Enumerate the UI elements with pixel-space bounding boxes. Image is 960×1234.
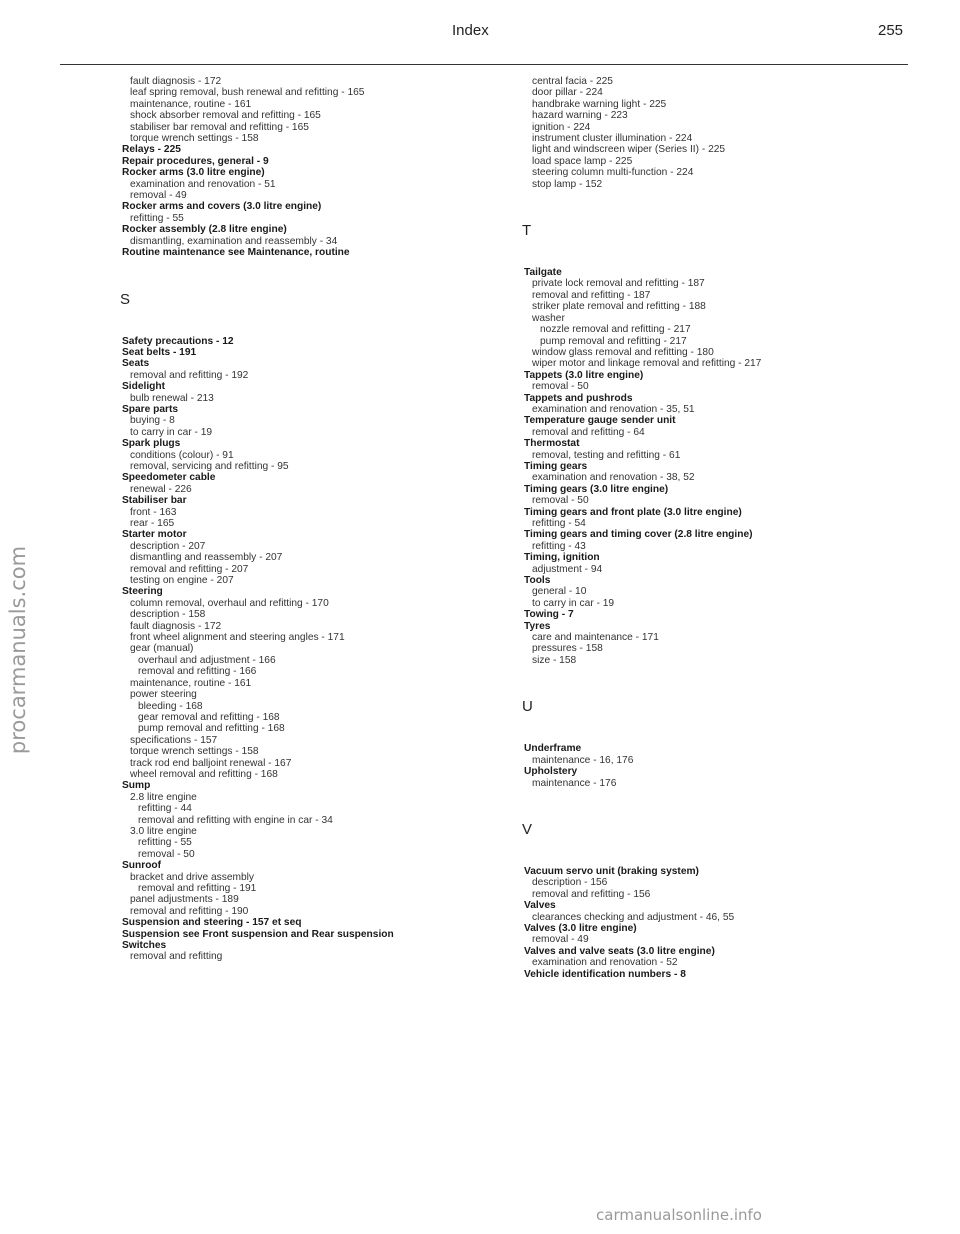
- index-subentry: removal - 49: [130, 190, 187, 202]
- index-subentry: wiper motor and linkage removal and refitting - 217: [532, 358, 762, 370]
- index-subentry: rear - 165: [130, 518, 175, 529]
- index-heading: Temperature gauge sender unit: [524, 415, 676, 427]
- index-subentry: column removal, overhaul and refitting - 170: [130, 597, 329, 609]
- index-subentry: care and maintenance - 171: [532, 632, 659, 644]
- index-heading: Starter motor: [122, 529, 187, 541]
- index-subentry: dismantling, examination and reassembly - 34: [130, 235, 338, 247]
- index-subentry: leaf spring removal, bush renewal and refitting - 165: [130, 87, 365, 99]
- index-heading: Switches: [122, 940, 167, 952]
- index-subentry: bleeding - 168: [138, 700, 203, 712]
- index-subentry: light and windscreen wiper (Series II) - 225: [532, 144, 726, 156]
- section-letter: S: [120, 290, 131, 308]
- index-subentry: removal and refitting: [130, 951, 223, 963]
- index-heading: Seat belts - 191: [122, 346, 197, 358]
- index-heading: Underframe: [524, 743, 582, 755]
- index-subentry: buying - 8: [130, 415, 175, 427]
- index-subentry: washer: [532, 312, 565, 324]
- index-subentry: panel adjustments - 189: [130, 894, 239, 906]
- index-subentry: nozzle removal and refitting - 217: [540, 324, 691, 336]
- page-title: Index: [452, 22, 489, 39]
- index-subentry: to carry in car - 19: [130, 426, 213, 438]
- index-subentry: general - 10: [532, 586, 587, 598]
- index-subentry: clearances checking and adjustment - 46, 55: [532, 911, 735, 923]
- index-heading: Repair procedures, general - 9: [122, 155, 269, 167]
- section-letter: V: [522, 820, 533, 838]
- index-heading: Relays - 225: [122, 144, 181, 156]
- index-heading: Suspension and steering - 157 et seq: [122, 917, 302, 929]
- index-subentry: stop lamp - 152: [532, 178, 603, 190]
- index-heading: Valves: [524, 900, 556, 912]
- index-heading: Timing gears (3.0 litre engine): [524, 483, 669, 495]
- index-subentry: hazard warning - 223: [532, 110, 628, 122]
- index-heading: Sunroof: [122, 860, 162, 872]
- index-subentry: maintenance, routine - 161: [130, 677, 252, 689]
- index-subentry: torque wrench settings - 158: [130, 133, 259, 145]
- index-subentry: examination and renovation - 52: [532, 957, 678, 969]
- index-subentry: refitting - 55: [130, 212, 184, 224]
- index-subentry: 2.8 litre engine: [130, 791, 197, 803]
- index-subentry: examination and renovation - 38, 52: [532, 472, 695, 484]
- side-watermark-text: procarmanuals.com: [6, 545, 30, 755]
- index-heading: Spark plugs: [122, 438, 181, 450]
- index-subentry: bulb renewal - 213: [130, 392, 214, 404]
- index-subentry: ignition - 224: [532, 121, 591, 133]
- index-subentry: removal - 50: [532, 495, 589, 507]
- index-column-right: [524, 76, 924, 980]
- index-heading: Seats: [122, 358, 150, 370]
- index-subentry: load space lamp - 225: [532, 155, 633, 167]
- index-heading: Rocker assembly (2.8 litre engine): [122, 224, 287, 236]
- index-subentry: striker plate removal and refitting - 188: [532, 301, 706, 313]
- bottom-watermark: carmanualsonline.info: [596, 1206, 762, 1224]
- index-heading: Rocker arms (3.0 litre engine): [122, 167, 265, 179]
- index-subentry: maintenance - 16, 176: [532, 754, 634, 766]
- index-subentry: removal and refitting - 156: [532, 888, 651, 900]
- index-subentry: removal and refitting - 190: [130, 905, 249, 917]
- index-subentry: refitting - 54: [532, 518, 586, 529]
- index-subentry: description - 158: [130, 609, 206, 621]
- index-heading: Speedometer cable: [122, 472, 216, 484]
- index-heading: Tappets (3.0 litre engine): [524, 369, 644, 381]
- index-subentry: torque wrench settings - 158: [130, 746, 259, 758]
- index-heading: Vehicle identification numbers - 8: [524, 968, 686, 980]
- index-heading: Vacuum servo unit (braking system): [524, 865, 699, 877]
- index-subentry: examination and renovation - 35, 51: [532, 403, 695, 415]
- index-column-left: [122, 76, 502, 963]
- index-subentry: removal - 50: [138, 848, 195, 860]
- index-heading: Steering: [122, 586, 163, 598]
- index-subentry: removal and refitting - 192: [130, 369, 249, 381]
- index-heading: Routine maintenance see Maintenance, routine: [122, 247, 350, 259]
- index-subentry: conditions (colour) - 91: [130, 449, 234, 461]
- index-subentry: instrument cluster illumination - 224: [532, 133, 693, 145]
- index-subentry: removal and refitting - 64: [532, 426, 645, 438]
- index-subentry: removal - 50: [532, 381, 589, 393]
- index-subentry: gear (manual): [130, 643, 194, 655]
- index-subentry: maintenance, routine - 161: [130, 98, 252, 110]
- index-subentry: dismantling and reassembly - 207: [130, 552, 283, 564]
- index-subentry: removal - 49: [532, 934, 589, 946]
- header-rule: [60, 64, 908, 65]
- index-subentry: specifications - 157: [130, 734, 218, 746]
- section-letter: T: [522, 222, 532, 240]
- index-subentry: front - 163: [130, 506, 177, 518]
- index-subentry: stabiliser bar removal and refitting - 165: [130, 121, 309, 133]
- index-subentry: 3.0 litre engine: [130, 825, 197, 837]
- index-subentry: removal and refitting - 191: [138, 883, 257, 894]
- index-subentry: fault diagnosis - 172: [130, 76, 222, 87]
- index-heading: Suspension see Front suspension and Rear suspension: [122, 928, 394, 940]
- index-subentry: door pillar - 224: [532, 87, 603, 99]
- index-subentry: removal, testing and refitting - 61: [532, 449, 681, 461]
- index-heading: Upholstery: [524, 766, 578, 778]
- index-subentry: central facia - 225: [532, 76, 613, 87]
- index-subentry: bracket and drive assembly: [130, 871, 255, 883]
- index-subentry: removal and refitting - 207: [130, 563, 249, 575]
- index-subentry: removal, servicing and refitting - 95: [130, 460, 289, 472]
- page-number: 255: [878, 22, 904, 39]
- index-subentry: testing on engine - 207: [130, 575, 234, 587]
- index-heading: Sidelight: [122, 381, 166, 393]
- index-subentry: maintenance - 176: [532, 777, 617, 789]
- index-subentry: front wheel alignment and steering angles - 171: [130, 632, 345, 644]
- index-subentry: refitting - 43: [532, 540, 586, 552]
- index-heading: Valves and valve seats (3.0 litre engine): [524, 945, 715, 957]
- index-heading: Timing gears and front plate (3.0 litre engine): [524, 506, 742, 518]
- index-heading: Timing gears: [524, 460, 588, 472]
- index-heading: Tappets and pushrods: [524, 392, 633, 404]
- index-heading: Tyres: [524, 620, 551, 632]
- index-subentry: power steering: [130, 689, 197, 701]
- index-subentry: private lock removal and refitting - 187: [532, 278, 705, 290]
- index-heading: Tools: [524, 575, 551, 587]
- index-subentry: handbrake warning light - 225: [532, 98, 667, 110]
- index-subentry: overhaul and adjustment - 166: [138, 654, 276, 666]
- index-subentry: window glass removal and refitting - 180: [532, 346, 714, 358]
- index-subentry: fault diagnosis - 172: [130, 620, 222, 632]
- index-subentry: removal and refitting - 187: [532, 289, 651, 301]
- index-subentry: wheel removal and refitting - 168: [130, 768, 278, 780]
- index-subentry: adjustment - 94: [532, 563, 603, 575]
- index-heading: Towing - 7: [524, 609, 574, 621]
- index-subentry: refitting - 55: [138, 837, 192, 849]
- index-heading: Valves (3.0 litre engine): [524, 922, 637, 934]
- index-subentry: refitting - 44: [138, 803, 192, 815]
- index-subentry: pump removal and refitting - 217: [540, 335, 687, 347]
- index-heading: Rocker arms and covers (3.0 litre engine): [122, 201, 322, 213]
- side-watermark: [4, 520, 32, 780]
- index-subentry: track rod end balljoint renewal - 167: [130, 757, 292, 769]
- index-heading: Timing, ignition: [524, 552, 600, 564]
- index-subentry: pressures - 158: [532, 643, 603, 655]
- index-subentry: pump removal and refitting - 168: [138, 723, 285, 735]
- index-subentry: removal and refitting - 166: [138, 666, 257, 678]
- index-subentry: description - 207: [130, 540, 206, 552]
- index-subentry: gear removal and refitting - 168: [138, 711, 280, 723]
- index-subentry: to carry in car - 19: [532, 597, 615, 609]
- index-heading: Thermostat: [524, 438, 580, 450]
- index-subentry: removal and refitting with engine in car - 34: [138, 814, 333, 826]
- index-heading: Spare parts: [122, 403, 179, 415]
- index-subentry: examination and renovation - 51: [130, 178, 276, 190]
- index-heading: Sump: [122, 780, 151, 792]
- index-subentry: steering column multi-function - 224: [532, 167, 694, 179]
- index-subentry: renewal - 226: [130, 483, 192, 495]
- index-heading: Stabiliser bar: [122, 495, 187, 507]
- index-heading: Safety precautions - 12: [122, 335, 234, 347]
- index-subentry: description - 156: [532, 877, 608, 889]
- index-heading: Tailgate: [524, 267, 562, 279]
- section-letter: U: [522, 698, 533, 716]
- index-heading: Timing gears and timing cover (2.8 litre engine): [524, 529, 753, 541]
- index-subentry: size - 158: [532, 654, 577, 666]
- index-subentry: shock absorber removal and refitting - 165: [130, 110, 321, 122]
